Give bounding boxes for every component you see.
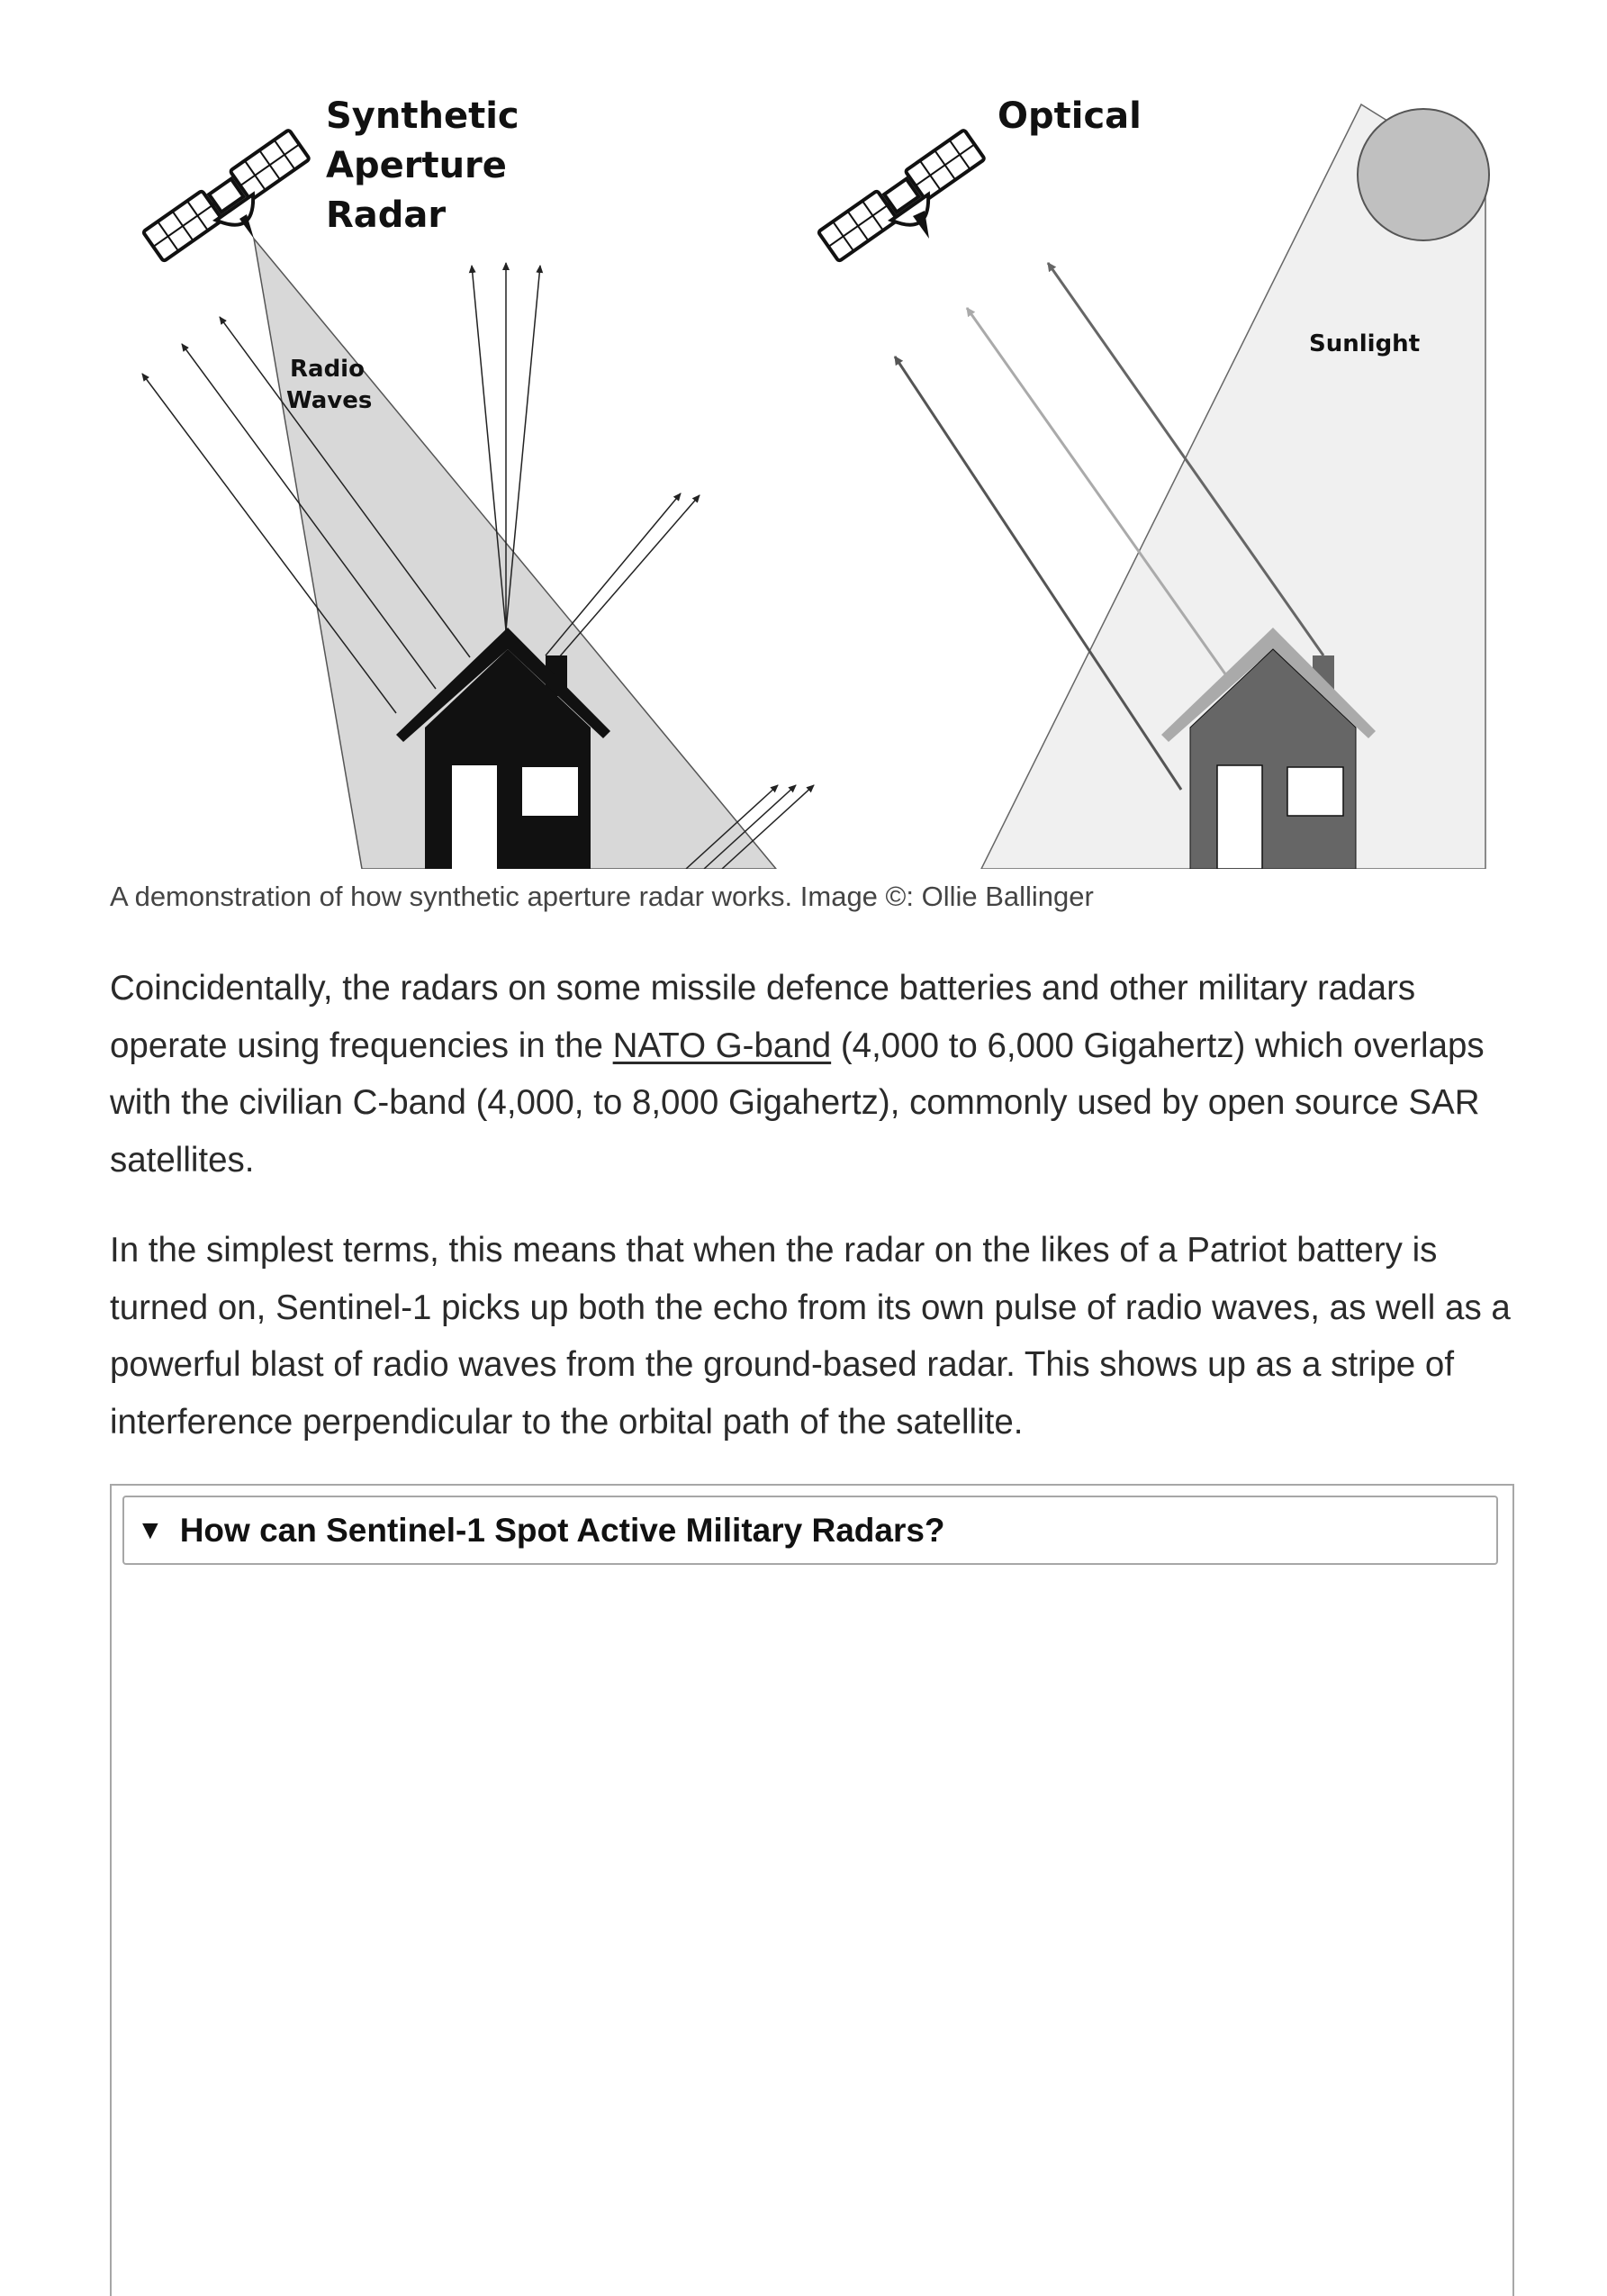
optical-panel bbox=[818, 95, 1489, 869]
paragraph-g-band-text-2: (4,000 to 6,000 Gigahertz) which overlaps with the civilian C-band (4,000, to 8,000 Gigahertz), commonly used by open source SAR satellites. bbox=[110, 1026, 1485, 1180]
sun-icon bbox=[1358, 109, 1489, 240]
paragraph-g-band bbox=[110, 960, 1514, 1189]
disclosure-triangle-icon: ▼ bbox=[137, 1514, 164, 1545]
nato-g-band-link[interactable]: NATO G-band bbox=[612, 1026, 832, 1065]
paragraph-g-band-text-1: Coincidentally, the radars on some missile defence batteries and other military radars operate using frequencies in the bbox=[110, 969, 1416, 1065]
collapsible-section bbox=[110, 1484, 1514, 2296]
collapsible-summary-title: How can Sentinel-1 Spot Active Military Radars? bbox=[179, 1511, 945, 1549]
sar-title-line-2: Aperture bbox=[326, 145, 507, 186]
radio-waves-label-line-1: Radio bbox=[290, 356, 365, 383]
sar-panel bbox=[142, 95, 814, 869]
optical-title: Optical bbox=[998, 95, 1142, 137]
figure-illustration bbox=[110, 54, 1514, 869]
sunlight-label: Sunlight bbox=[1309, 330, 1421, 357]
radio-waves-label-line-2: Waves bbox=[286, 387, 373, 414]
collapsible-summary-toggle[interactable] bbox=[122, 1496, 1498, 1565]
sar-title-line-1: Synthetic bbox=[326, 95, 519, 137]
sar-vs-optical-figure bbox=[110, 54, 1514, 869]
figure-caption: A demonstration of how synthetic aperture radar works. Image ©: Ollie Ballinger bbox=[110, 881, 1094, 912]
sar-satellite-icon bbox=[143, 130, 318, 273]
optical-satellite-icon bbox=[818, 130, 993, 273]
sar-title-line-3: Radar bbox=[326, 194, 447, 236]
paragraph-interference: In the simplest terms, this means that when the radar on the likes of a Patriot battery is turned on, Sentinel-1 picks up both the echo from its own pulse of radio waves, as well as a powerful blast of radio waves from the ground-based radar. This shows up as a stripe of interference perpendicular to the orbital path of the satellite. bbox=[110, 1231, 1511, 1442]
